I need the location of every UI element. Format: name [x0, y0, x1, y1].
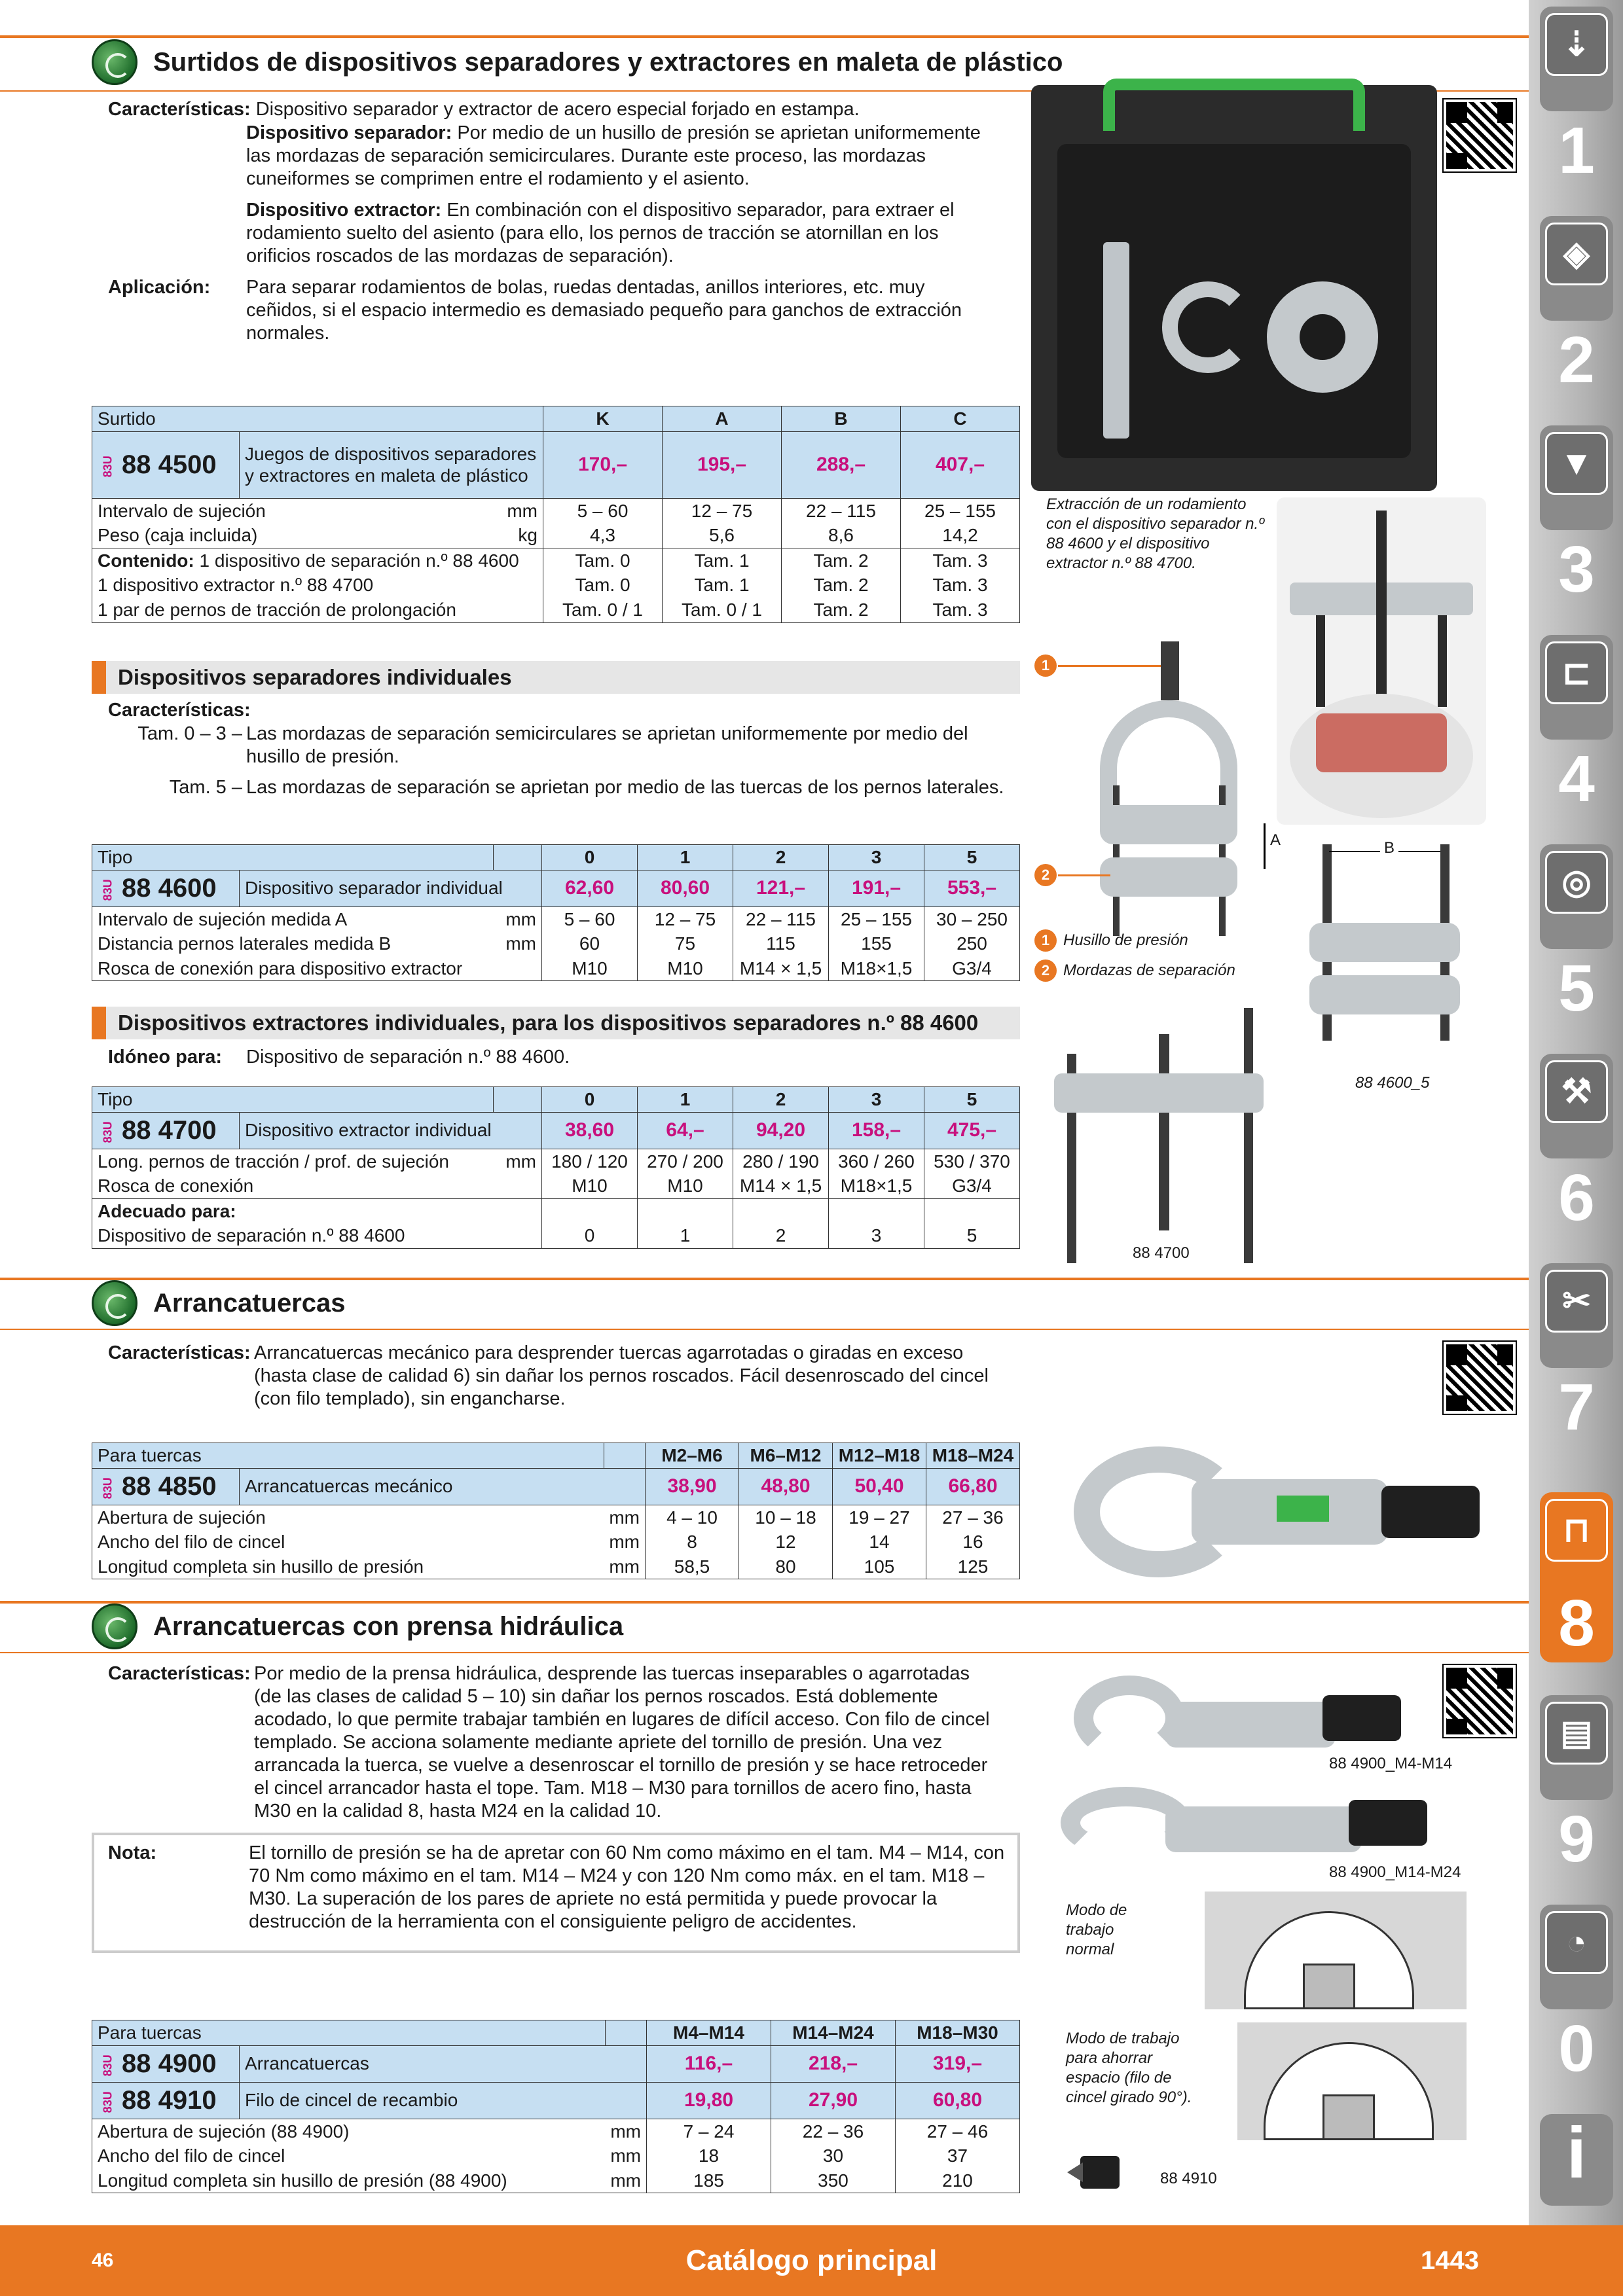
puller-icon: ⊓	[1545, 1499, 1608, 1562]
image-label: 88 4900_M14-M24	[1329, 1863, 1461, 1881]
size-key: Tam. 0 – 3 –	[137, 723, 242, 744]
side-tab-3[interactable]: ▼ 3	[1540, 425, 1613, 530]
nut-splitter-image	[1074, 1433, 1493, 1590]
row-label: Contenido: 1 dispositivo de separación n.º 88 4600	[92, 548, 543, 573]
insert-icon: ◈	[1545, 223, 1608, 285]
dimension-b-label: B	[1380, 839, 1398, 858]
article-number: 83U 88 4850	[92, 1468, 240, 1505]
article-number: 83U 88 4910	[92, 2082, 240, 2119]
section-rule	[0, 1329, 1529, 1330]
col-head: Surtido	[92, 406, 543, 432]
section-rule	[0, 35, 1529, 38]
image-caption: Extracción de un rodamiento con el dispositivo separador n.º 88 4600 y el dispositivo extractor n.º 88 4700.	[1046, 495, 1264, 572]
assortment-table: Surtido K A B C 83U 88 4500 Juegos de dispositivos separadores y extractores en maleta de plástico 170,– 195,– 288,– 407,– Intervalo de sujeción mm 5 – 60 12 – 75 22 – 115 25 – 155 Peso (caja incluida) kg 4,3 5,6 8,6 14,2 Contenido: 1 dispositivo de separación n.º 88 4600 Tam. 0 Tam. 1 Tam. 2 Tam. 3 1 dispositivo extractor n.º 88 4700 Tam. 0 Tam. 1 Tam. 2 Tam. 3 1 par de pernos de tracción de prolongación Tam. 0 / 1 Tam. 0 / 1 Tam. 2 Tam. 3	[92, 406, 1020, 623]
brand-logo-icon	[92, 1280, 137, 1326]
hydraulic-splitter-small-image	[1048, 1662, 1440, 1761]
image-label: 88 4910	[1160, 2170, 1217, 2187]
section-header	[92, 1604, 623, 1649]
article-desc: Juegos de dispositivos separadores y extractores en maleta de plástico	[240, 431, 543, 498]
note-text: El tornillo de presión se ha de apretar con 60 Nm como máximo en el tam. M4 – M14, con 70 Nm como máximo en el tam. M14 – M24 y con 120 Nm como máx. en el tam. M18 – M30. La superación de los pares de apriete no está permitida y puede provocar la destrucción de la herramienta con el consiguiente peligro de accidentes.	[249, 1842, 1005, 1932]
hydraulic-splitter-large-image	[1048, 1774, 1480, 1865]
subsection-header: Dispositivos separadores individuales	[92, 661, 1020, 694]
extractor-image	[1048, 1001, 1270, 1263]
row-label: Peso (caja incluida) kg	[92, 523, 543, 548]
article-number: 83U 88 4700	[92, 1112, 240, 1149]
side-tab-1[interactable]: ⇣ 1	[1540, 7, 1613, 111]
image-label: 88 4600_5	[1355, 1074, 1430, 1092]
side-tab-5[interactable]: ◎ 5	[1540, 844, 1613, 949]
suitable-text: Dispositivo de separación n.º 88 4600.	[246, 1047, 570, 1067]
plastic-case-image	[1031, 85, 1437, 491]
saw-blade-icon: ◎	[1545, 851, 1608, 914]
hydraulic-nut-splitter-table: Para tuercas M4–M14 M14–M24 M18–M30 83U 88 4900 Arrancatuercas 116,– 218,– 319,– 83U 88 4910 Filo de cincel de recambio 19,80 27,90 60,80 Abertura de sujeción (88 4900) mm 7 – 24 22 – 36 27 – 46 Ancho del filo de cincel mm 18 30 37 Longitud completa sin husillo de presión (88 4900) mm 185 350 210	[92, 2020, 1020, 2193]
caliper-icon: ⊏	[1545, 641, 1608, 704]
separator-desc: Dispositivo separador: Por medio de un husillo de presión se aprietan uniformemente las mordazas de separación semicirculares. Durante este proceso, las mordazas cuneiformes se comprimen entre el rodamiento y el asiento.	[246, 122, 981, 189]
image-label: 88 4700	[1133, 1244, 1190, 1262]
dimension-a-label: A	[1270, 831, 1281, 849]
extractor-desc: Dispositivo extractor: En combinación con el dispositivo separador, para extraer el rodamiento suelto del asiento (para ello, los pernos de tracción se atornillan en los orificios roscados de las mordazas de separación).	[246, 200, 955, 266]
separator-table: Tipo 0 1 2 3 5 83U 88 4600 Dispositivo separador individual 62,60 80,60 121,– 191,– 553,– Intervalo de sujeción medida A mm 5 – 60 12 – 75 22 – 115 25 – 155 30 – 250 Distancia pernos laterales medida B mm 60 75 115 155 250 Rosca de conexión para dispositivo extractor M10 M10 M14 × 1,5 M18×1,5 G3/4	[92, 844, 1020, 981]
size-key: Tam. 5 –	[169, 777, 242, 798]
features-line: Características: Dispositivo separador y extractor de acero especial forjado en estampa.	[108, 99, 860, 120]
side-tab-info[interactable]	[1540, 2114, 1613, 2206]
side-tab-6[interactable]: ⚒ 6	[1540, 1054, 1613, 1158]
legend-item: 2 Mordazas de separación	[1034, 960, 1235, 982]
drill-bit-icon: ⇣	[1545, 13, 1608, 76]
suitable-label: Idóneo para:	[108, 1047, 223, 1067]
legend-item: 1 Husillo de presión	[1034, 929, 1188, 952]
brand-logo-icon	[92, 1604, 137, 1649]
features-label: Características:	[108, 1663, 251, 1684]
page-footer	[0, 2225, 1623, 2296]
article-desc: Arrancatuercas mecánico	[240, 1468, 646, 1505]
note-box: Nota: El tornillo de presión se ha de apretar con 60 Nm como máximo en el tam. M4 – M14, con 70 Nm como máximo en el tam. M14 – M24 y con 120 Nm como máx. en el tam. M18 – M30. La superación de los pares de apriete no está permitida y puede provocar la destrucción de la herramienta con el consiguiente peligro de accidentes.	[92, 1833, 1020, 1953]
section-header	[92, 39, 1063, 85]
qr-code-icon	[1444, 99, 1516, 171]
row-label: Intervalo de sujeción mm	[92, 498, 543, 523]
side-tab-4[interactable]: ⊏ 4	[1540, 635, 1613, 740]
pliers-icon: ✂	[1545, 1270, 1608, 1333]
features-text: Arrancatuercas mecánico para desprender tuercas agarrotadas o giradas en exceso (hasta clase de calidad 6) sin dañar los pernos roscados. Fácil desenroscado del cincel (con filo templado), sin engancharse.	[254, 1342, 989, 1409]
article-number: 83U 88 4600	[92, 870, 240, 906]
section-title: Surtidos de dispositivos separadores y extractores en maleta de plástico	[153, 48, 1063, 77]
article-desc: Dispositivo extractor individual	[240, 1112, 542, 1149]
article-number: 83U 88 4900	[92, 2045, 240, 2082]
image-caption: Modo de trabajo para ahorrar espacio (filo de cincel girado 90°).	[1066, 2030, 1192, 2106]
space-saving-mode-diagram	[1237, 2022, 1467, 2140]
side-tab-8[interactable]: ⊓ 8	[1540, 1492, 1613, 1662]
features-label: Características:	[108, 1342, 251, 1363]
row-label: 1 dispositivo extractor n.º 88 4700	[92, 573, 543, 598]
extraction-image	[1277, 497, 1486, 825]
image-label: 88 4900_M4-M14	[1329, 1755, 1453, 1772]
features-label: Características:	[108, 700, 251, 721]
side-tab-0[interactable]: ◔ 0	[1540, 1905, 1613, 2009]
qr-code-icon	[1444, 1665, 1516, 1737]
image-caption: Modo de trabajo normal	[1066, 1901, 1127, 1958]
page-number-right: 1443	[1421, 2246, 1479, 2275]
subsection-header: Dispositivos extractores individuales, para los dispositivos separadores n.º 88 4600	[92, 1007, 1020, 1039]
info-icon: i	[1566, 2113, 1587, 2193]
section-header	[92, 1280, 346, 1326]
side-tab-2[interactable]: ◈ 2	[1540, 216, 1613, 321]
features-text: Por medio de la prensa hidráulica, desprende las tuercas inseparables o agarrotadas (de las clases de calidad 5 – 10) sin dañar los pernos roscados. Está doblemente acodado, lo que permite trabajar también en lugares de difícil acceso. Con filo de cincel templado. Se acciona solamente mediante apriete del tornillo de presión. Una vez arrancada la tuerca, se vuelve a desenroscar el tornillo de presión y se hace retroceder el cincel arrancador hasta el tope. Tam. M18 – M30 para tornillos de acero fino, hasta M30 en la calidad 8, hasta M24 en la calidad 10.	[254, 1663, 990, 1821]
side-tab-7[interactable]: ✂ 7	[1540, 1263, 1613, 1368]
chisel-blade-image	[1067, 2149, 1126, 2208]
separator-size5-image	[1303, 839, 1467, 1041]
safety-glasses-icon: ◔	[1545, 1911, 1608, 1974]
article-number: 83U 88 4500	[92, 431, 240, 498]
separator-diagram: 1 2 A	[1034, 655, 1290, 929]
brand-logo-icon	[92, 39, 137, 85]
tap-icon: ▼	[1545, 432, 1608, 495]
article-desc: Arrancatuercas	[240, 2045, 647, 2082]
size-text: Las mordazas de separación semicirculares se aprietan uniformemente por medio del husillo de presión.	[246, 723, 968, 767]
article-desc: Dispositivo separador individual	[240, 870, 542, 906]
side-tab-9[interactable]: ▤ 9	[1540, 1695, 1613, 1800]
wrench-icon: ⚒	[1545, 1060, 1608, 1123]
article-desc: Filo de cincel de recambio	[240, 2082, 647, 2119]
application-text: Para separar rodamientos de bolas, ruedas dentadas, anillos interiores, etc. muy ceñidos, si el espacio intermedio es demasiado pequeño para ganchos de extracción normales.	[246, 277, 962, 344]
page-number-left: 46	[92, 2250, 114, 2271]
section-title: Arrancatuercas	[153, 1289, 346, 1318]
normal-mode-diagram	[1205, 1892, 1467, 2009]
footer-title: Catálogo principal	[685, 2244, 938, 2276]
qr-code-icon	[1444, 1342, 1516, 1414]
nut-splitter-table: Para tuercas M2–M6 M6–M12 M12–M18 M18–M24 83U 88 4850 Arrancatuercas mecánico 38,90 48,80 50,40 66,80 Abertura de sujeción mm 4 – 10 10 – 18 19 – 27 27 – 36 Ancho del filo de cincel mm 8 12 14 16 Longitud completa sin husillo de presión mm 58,5 80 105 125	[92, 1443, 1020, 1579]
tool-cabinet-icon: ▤	[1545, 1702, 1608, 1765]
size-text: Las mordazas de separación se aprietan por medio de las tuercas de los pernos laterales.	[246, 777, 1004, 798]
application-label: Aplicación:	[108, 277, 211, 298]
section-rule	[0, 1652, 1529, 1653]
extractor-table: Tipo 0 1 2 3 5 83U 88 4700 Dispositivo extractor individual 38,60 64,– 94,20 158,– 475,– Long. pernos de tracción / prof. de sujeción mm 180 / 120 270 / 200 280 / 190 360 / 260 530 / 370 Rosca de conexión M10 M10 M14 × 1,5 M18×1,5 G3/4 Adecuado para: Dispositivo de separación n.º 88 4600 0 1 2 3 5	[92, 1086, 1020, 1249]
row-label: 1 par de pernos de tracción de prolongación	[92, 598, 543, 622]
section-title: Arrancatuercas con prensa hidráulica	[153, 1612, 624, 1641]
